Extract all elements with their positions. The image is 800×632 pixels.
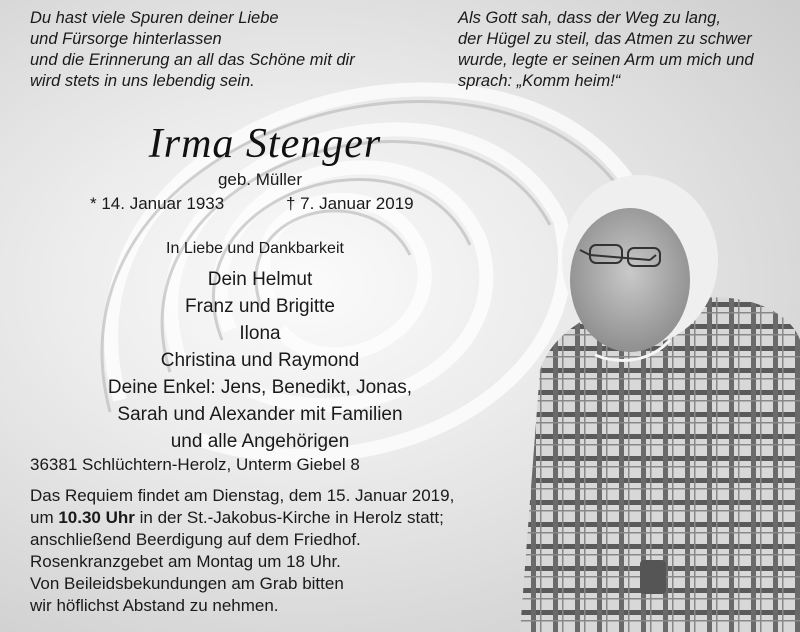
mourner-line: und alle Angehörigen [170, 431, 350, 452]
verse-left-line: und die Erinnerung an all das Schöne mit dir [30, 51, 355, 69]
thanks-line: In Liebe und Dankbarkeit [166, 240, 344, 257]
verse-right-line: wurde, legte er seinen Arm um mich und [458, 51, 754, 69]
funeral-notice [30, 485, 510, 617]
notice-line: Von Beileidsbekundungen am Grab bitten [30, 574, 344, 593]
notice-line-suffix: in der St.-Jakobus-Kirche in Herolz statt; [134, 508, 444, 527]
mourner-line: Christina und Raymond [160, 350, 360, 371]
mourners-list [40, 266, 480, 455]
service-time: 10.30 Uhr [58, 508, 135, 527]
notice-line: wir höflichst Abstand zu nehmen. [30, 596, 279, 615]
verse-right-line: sprach: „Komm heim!“ [458, 72, 621, 90]
verse-left-line: wird stets in uns lebendig sein. [30, 72, 255, 90]
mourner-line: Sarah und Alexander mit Familien [117, 404, 403, 425]
verse-right-line: Als Gott sah, dass der Weg zu lang, [458, 9, 721, 27]
mourner-line: Deine Enkel: Jens, Benedikt, Jonas, [107, 377, 413, 398]
notice-line: Rosenkranzgebet am Montag um 18 Uhr. [30, 552, 341, 571]
notice-line: Das Requiem findet am Dienstag, dem 15. Januar 2019, [30, 486, 455, 505]
death-date: † 7. Januar 2019 [286, 194, 414, 213]
notice-line: anschließend Beerdigung auf dem Friedhof. [30, 530, 361, 549]
verse-right-line: der Hügel zu steil, das Atmen zu schwer [458, 30, 752, 48]
notice-line [30, 507, 510, 529]
portrait-photo [500, 140, 800, 632]
verse-left-line: Du hast viele Spuren deiner Liebe [30, 9, 279, 27]
deceased-name: Irma Stenger [148, 121, 382, 167]
mourner-line: Dein Helmut [207, 269, 313, 290]
notice-line-prefix: um [30, 508, 59, 527]
mourner-line: Ilona [239, 323, 281, 344]
verse-left [30, 8, 390, 92]
birth-date: * 14. Januar 1933 [90, 194, 225, 213]
verse-left-line: und Fürsorge hinterlassen [30, 30, 222, 48]
verse-right [458, 8, 798, 92]
mourner-line: Franz und Brigitte [185, 296, 335, 317]
address: 36381 Schlüchtern-Herolz, Unterm Giebel 8 [30, 455, 360, 474]
birth-name: geb. Müller [217, 170, 303, 189]
